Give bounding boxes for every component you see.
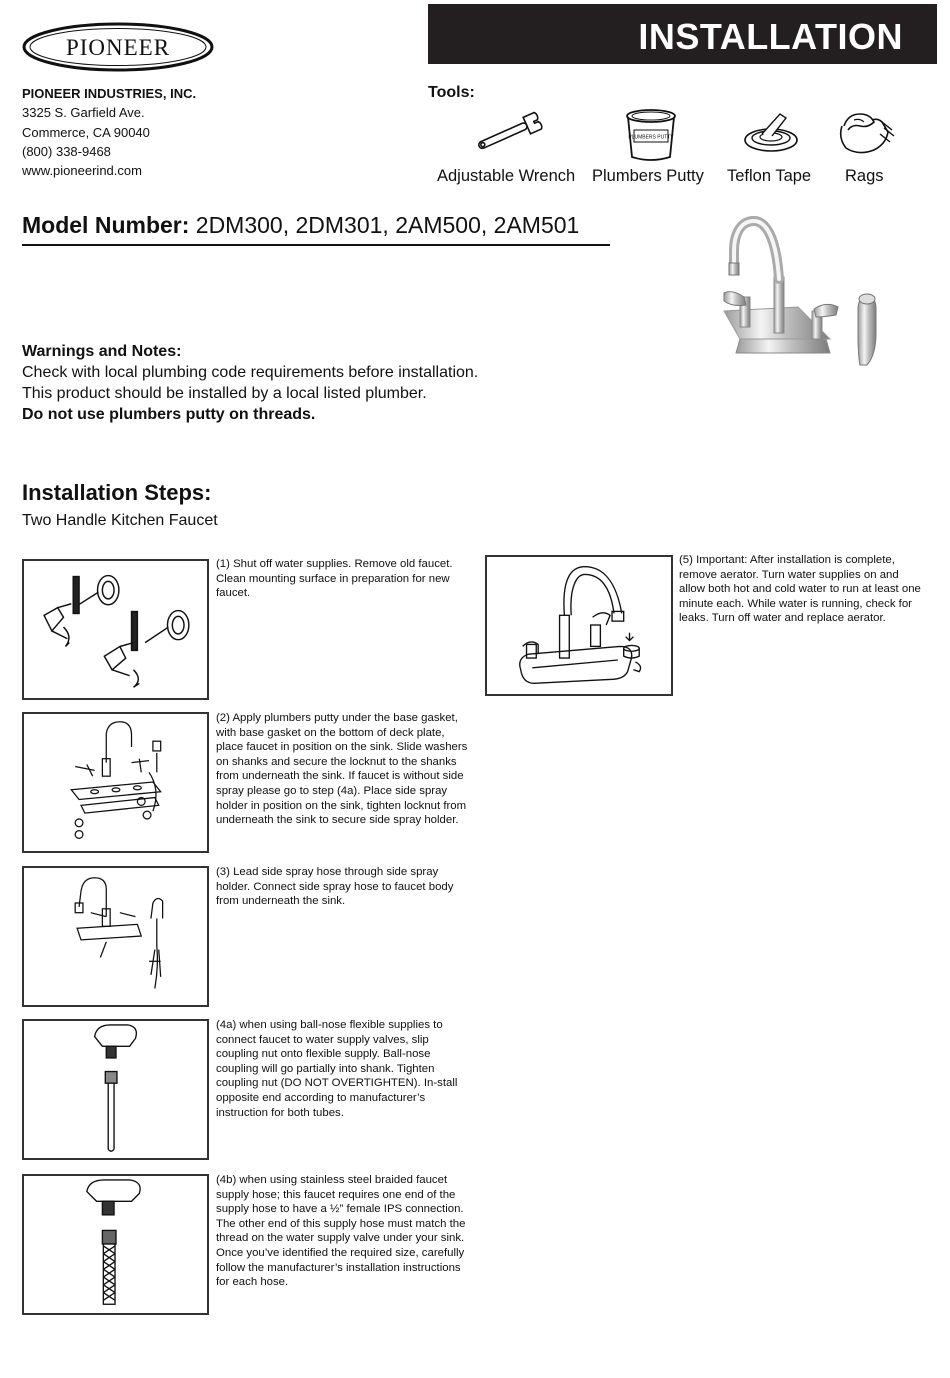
header-bar xyxy=(428,4,937,64)
tools-label: Tools: xyxy=(428,84,475,101)
model-number-values: 2DM300, 2DM301, 2AM500, 2AM501 xyxy=(189,212,580,238)
warnings-section xyxy=(22,341,478,425)
step-3-text: (3) Lead side spray hose through side spray holder. Connect side spray hose to faucet body from underneath the sink. xyxy=(216,866,454,908)
warnings-heading: Warnings and Notes: xyxy=(22,343,182,360)
step-2-text: (2) Apply plumbers putty under the base gasket, with base gasket on the bottom of deck plate, place faucet in position on the sink. Slide washers on shanks and secure the locknut to the shanks from underneath the sink. If faucet is without side spray please go to step (4a). Place side spray holder in position on the sink, tighten locknut from underneath the sink to secure side spray holder. xyxy=(216,712,468,827)
step-4b-illustration xyxy=(22,1174,209,1315)
company-name: PIONEER INDUSTRIES, INC. xyxy=(22,86,197,101)
company-city: Commerce, CA 90040 xyxy=(22,124,150,140)
logo-text: PIONEER xyxy=(65,35,171,60)
company-phone: (800) 338-9468 xyxy=(22,143,111,159)
step-3-illustration xyxy=(22,866,209,1007)
warning-line-3: Do not use plumbers putty on threads. xyxy=(22,406,316,423)
step-2-illustration xyxy=(22,712,209,853)
step-4a-text: (4a) when using ball-nose flexible supplies to connect faucet to water supply valves, slip coupling nut onto flexible supply. Ball-nose coupling will go partially into shank. Tighten coupling nut (DO NOT OVERTIGHTEN). In-stall opposite end according to manufacturer’s instruction for both tubes. xyxy=(216,1019,458,1119)
product-photo xyxy=(718,215,940,375)
steps-title: Installation Steps: xyxy=(22,480,212,505)
teflon-tape-icon xyxy=(742,110,800,156)
warning-line-2: This product should be installed by a local listed plumber. xyxy=(22,385,427,402)
rags-icon xyxy=(834,108,896,158)
model-number-label: Model Number: xyxy=(22,212,190,238)
step-5-text: (5) Important: After installation is complete, remove aerator. Turn water supplies on and allow both hot and cold water to run at least one minute each. While water is running, check for leaks. Turn off water and replace aerator. xyxy=(679,554,921,625)
step-4a-illustration xyxy=(22,1019,209,1160)
wrench-icon xyxy=(470,108,550,156)
page-title: INSTALLATION xyxy=(638,16,903,57)
step-1-illustration xyxy=(22,559,209,700)
putty-can-icon xyxy=(624,108,678,164)
company-website[interactable]: www.pioneerind.com xyxy=(22,163,142,179)
step-1-text: (1) Shut off water supplies. Remove old faucet. Clean mounting surface in preparation for new faucet. xyxy=(216,558,453,600)
tool-label-putty: Plumbers Putty xyxy=(592,167,704,185)
pioneer-logo xyxy=(22,22,214,72)
step-4b-text: (4b) when using stainless steel braided faucet supply hose; this faucet requires one end of the supply hose to have a ½” female IPS connection. The other end of this supply hose must match the thread on the water supply valve under your sink. Once you’ve identified the required size, carefully follow the manufacturer’s installation instructions for each hose. xyxy=(216,1174,466,1289)
putty-can-label: PLUMBERS PUTTY xyxy=(628,134,674,141)
steps-subtitle: Two Handle Kitchen Faucet xyxy=(22,512,218,529)
step-5-illustration xyxy=(485,555,673,696)
warning-line-1: Check with local plumbing code requirements before installation. xyxy=(22,364,479,381)
company-address: 3325 S. Garfield Ave. xyxy=(22,105,145,121)
company-info xyxy=(22,84,196,180)
tool-label-teflon: Teflon Tape xyxy=(727,167,812,185)
model-underline xyxy=(22,244,610,246)
tool-label-rags: Rags xyxy=(845,167,884,185)
tool-label-wrench: Adjustable Wrench xyxy=(437,167,576,185)
model-number xyxy=(22,212,579,239)
